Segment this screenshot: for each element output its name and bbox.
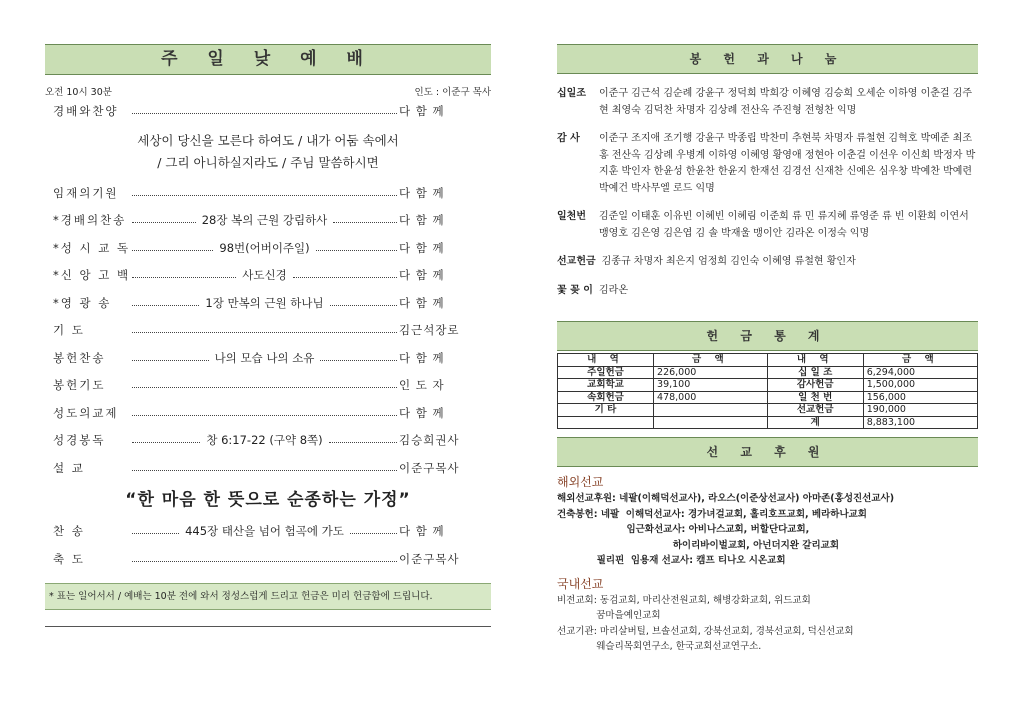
leader-dots: [132, 305, 199, 306]
stats-item: 십 일 조: [767, 366, 863, 379]
order-label: 찬 송: [53, 524, 85, 538]
order-label: 봉헌기도: [53, 378, 106, 392]
stats-amount: [654, 416, 768, 429]
stats-header: 금 액: [863, 354, 977, 367]
lyric-text: [45, 126, 491, 180]
order-row: [45, 427, 491, 455]
offering-stats-table: [557, 353, 978, 429]
order-row: [45, 262, 491, 290]
mission-line: 임근화선교사: 아비나스교회, 버할단다교회,: [557, 524, 810, 535]
offering-column: [557, 44, 978, 655]
order-row: [45, 400, 491, 428]
offering-group-names: 이준구 김근석 김순례 강윤구 정덕희 박희강 이혜영 김승희 오세순 이하영 이춘걸 김주현 최영숙 김덕찬 차명자 김상례 전산옥 주진형 전형찬 익명: [599, 88, 973, 116]
leader-dots: [350, 533, 397, 534]
order-label: *영 광 송: [53, 295, 112, 310]
order-person: 다 함 께: [399, 405, 445, 420]
stats-item: 속회헌금: [558, 391, 654, 404]
order-label: 성도의교제: [53, 405, 119, 420]
order-row: [45, 235, 491, 263]
leader-dots: [316, 250, 397, 251]
domestic-heading: 국내선교: [557, 576, 604, 591]
stats-amount: 8,883,100: [863, 416, 977, 429]
order-content: 사도신경: [238, 262, 290, 290]
leader-dots: [293, 277, 397, 278]
table-row: [558, 391, 978, 404]
order-label: 축 도: [53, 551, 85, 566]
offering-group-names: 이준구 조지애 조기행 강윤구 박종립 박찬미 추현북 차명자 류철현 김혁호 박예준 최조홍 전산옥 김상례 우병계 이하영 이혜영 황영애 정현아 이춘걸 이선우 이신희 박정자 박지훈 박인자 한윤성 한윤찬 한윤지 한재선 김경선 신재찬 신예은 심우창 박예찬 박예련 박예건 박사무엘 로드 익명: [599, 133, 976, 194]
order-person: 다 함 께: [399, 104, 445, 118]
stats-item: 교회학교: [558, 379, 654, 392]
worship-leader: 인도 : 이준구 목사: [414, 87, 491, 98]
mission-line: 꿈마을예인교회: [557, 610, 661, 621]
stats-amount: 6,294,000: [863, 366, 977, 379]
order-label: 경배와찬양: [53, 104, 119, 118]
leader-dots: [132, 250, 213, 251]
leader-dots: [132, 360, 209, 361]
stats-amount: 190,000: [863, 404, 977, 417]
order-person: 다 함 께: [399, 185, 445, 200]
order-label: 설 교: [53, 460, 85, 475]
order-row: [45, 317, 491, 345]
order-list-3: [45, 518, 491, 573]
leader-dots: [132, 113, 397, 114]
stats-item: [558, 416, 654, 429]
leader-dots: [333, 222, 397, 223]
stats-header: 내 역: [558, 354, 654, 367]
stats-item: 계: [767, 416, 863, 429]
order-row: [45, 546, 491, 574]
leader-dots: [132, 277, 236, 278]
order-row: [45, 207, 491, 235]
leader-dots: [320, 360, 397, 361]
offering-groups: [557, 86, 978, 299]
stats-header: 금 액: [654, 354, 768, 367]
stats-amount: 478,000: [654, 391, 768, 404]
offering-group: [557, 209, 978, 242]
order-label: 기 도: [53, 323, 85, 337]
leader-dots: [132, 332, 397, 333]
table-row: [558, 404, 978, 417]
order-label: *신 앙 고 백: [53, 268, 130, 282]
leader-dots: [132, 533, 179, 534]
order-row: [45, 345, 491, 373]
mission-line: 웨슬리목회연구소, 한국교회선교연구소.: [557, 641, 762, 652]
stats-amount: 1,500,000: [863, 379, 977, 392]
leader-dots: [132, 470, 397, 471]
offering-group-label: 꽃 꽂 이: [557, 284, 593, 296]
leader-dots: [132, 222, 196, 223]
order-content: 나의 모습 나의 소유: [211, 345, 319, 373]
order-person: 다 함 께: [399, 524, 445, 538]
order-person: 인 도 자: [399, 378, 445, 392]
domestic-list: [557, 593, 978, 655]
stats-amount: 39,100: [654, 379, 768, 392]
stats-amount: [654, 404, 768, 417]
offering-group-names: 김라온: [599, 284, 628, 296]
stats-item: 기 타: [558, 404, 654, 417]
order-person: 다 함 께: [399, 295, 445, 310]
worship-order-column: [45, 44, 491, 627]
offering-group: [557, 86, 978, 119]
order-list-1: [45, 98, 491, 126]
order-person: 이준구목사: [399, 551, 460, 566]
order-content: 1장 만복의 근원 하나님: [201, 290, 327, 318]
stats-amount: 156,000: [863, 391, 977, 404]
order-label: 봉헌찬송: [53, 350, 106, 365]
mission-line: 건축봉헌: 네팔 이해덕선교사: 경가녀걸교회, 홀리호프교회, 베라하나교회: [557, 508, 867, 520]
order-row: [45, 372, 491, 400]
order-row: [45, 518, 491, 546]
mission-line: 비전교회: 동검교회, 마리산전원교회, 해병강화교회, 위드교회: [557, 594, 811, 606]
order-label: 임재의기원: [53, 185, 119, 200]
leader-dots: [132, 442, 200, 443]
order-person: 다 함 께: [399, 240, 445, 255]
order-person: 김승희권사: [399, 433, 460, 447]
overseas-list: [557, 491, 978, 569]
mission-line: 하이리바이벌교회, 아넌더지완 갈리교회: [557, 539, 839, 551]
order-row: [45, 290, 491, 318]
stats-item: 감사헌금: [767, 379, 863, 392]
stats-header: 내 역: [767, 354, 863, 367]
order-row: [45, 98, 491, 126]
stats-title: 헌 금 통 계: [557, 321, 978, 351]
worship-info: [45, 84, 491, 98]
leader-dots: [329, 442, 397, 443]
table-row: [558, 366, 978, 379]
stats-item: 선교헌금: [767, 404, 863, 417]
order-row: [45, 180, 491, 208]
leader-dots: [132, 387, 397, 388]
offering-title: 봉 헌 과 나 눔: [557, 44, 978, 74]
worship-time: 오전 10시 30분: [45, 87, 112, 98]
order-person: 김근석장로: [399, 323, 460, 337]
mission-line: 필리핀 임용재 선교사: 캠프 티나오 시온교회: [557, 555, 786, 566]
order-content: 445장 태산을 넘어 험곡에 가도: [181, 518, 348, 546]
order-content: 28장 복의 근원 강림하사: [198, 207, 332, 235]
offering-group-label: 선교헌금: [557, 256, 596, 267]
leader-dots: [132, 561, 397, 562]
offering-group-label: 일천번: [557, 211, 586, 222]
offering-group-names: 김준일 이태훈 이유빈 이혜빈 이혜림 이준희 류 민 류지혜 류영준 류 빈 이환희 이연서 맹영호 김은영 김은엽 김 솔 박재울 맹이안 김라온 이정숙 익명: [599, 211, 969, 239]
leader-dots: [330, 305, 397, 306]
lyric-line: 세상이 당신을 모른다 하여도 / 내가 어둠 속에서: [137, 132, 399, 148]
lyric-line: / 그리 아니하실지라도 / 주님 말씀하시면: [157, 154, 379, 170]
offering-group: [557, 131, 978, 197]
offering-group: [557, 254, 978, 271]
leader-dots: [132, 415, 397, 416]
leader-dots: [132, 195, 397, 196]
offering-group-label: 십일조: [557, 88, 586, 99]
stats-item: 주일헌금: [558, 366, 654, 379]
order-person: 다 함 께: [399, 268, 445, 282]
order-person: 이준구목사: [399, 460, 460, 475]
order-person: 다 함 께: [399, 213, 445, 227]
divider: [45, 626, 491, 627]
worship-note: * 표는 일어서서 / 예배는 10분 전에 와서 정성스럽게 드리고 헌금은 미리 헌금함에 드립니다.: [45, 583, 491, 610]
sermon-theme: “한 마음 한 뜻으로 순종하는 가정”: [125, 490, 411, 510]
order-row: [45, 455, 491, 483]
offering-group: [557, 283, 978, 300]
order-list-2: [45, 180, 491, 483]
order-content: 창 6:17-22 (구약 8쪽): [202, 427, 326, 455]
stats-item: 일 천 번: [767, 391, 863, 404]
order-label: *성 시 교 독: [53, 240, 130, 255]
offering-group-names: 김종규 차명자 최은지 엄정희 김인숙 이혜영 류철현 황인자: [601, 256, 856, 267]
offering-group-label: 감 사: [557, 133, 580, 144]
overseas-heading: 해외선교: [557, 475, 604, 489]
table-row: [558, 416, 978, 429]
mission-line: 선교기관: 마리살버틸, 브솔선교회, 강북선교회, 경북선교회, 덕신선교회: [557, 625, 854, 637]
mission-title: 선 교 후 원: [557, 437, 978, 467]
order-content: 98번(어버이주일): [215, 235, 313, 263]
order-label: *경배의찬송: [53, 213, 127, 227]
stats-amount: 226,000: [654, 366, 768, 379]
worship-title: 주 일 낮 예 배: [45, 44, 491, 75]
mission-line: 해외선교후원: 네팔(이해덕선교사), 라오스(이준상선교사) 아마존(홍성진선교사): [557, 493, 895, 504]
table-row: [558, 379, 978, 392]
order-label: 성경봉독: [53, 433, 106, 447]
order-person: 다 함 께: [399, 350, 445, 365]
